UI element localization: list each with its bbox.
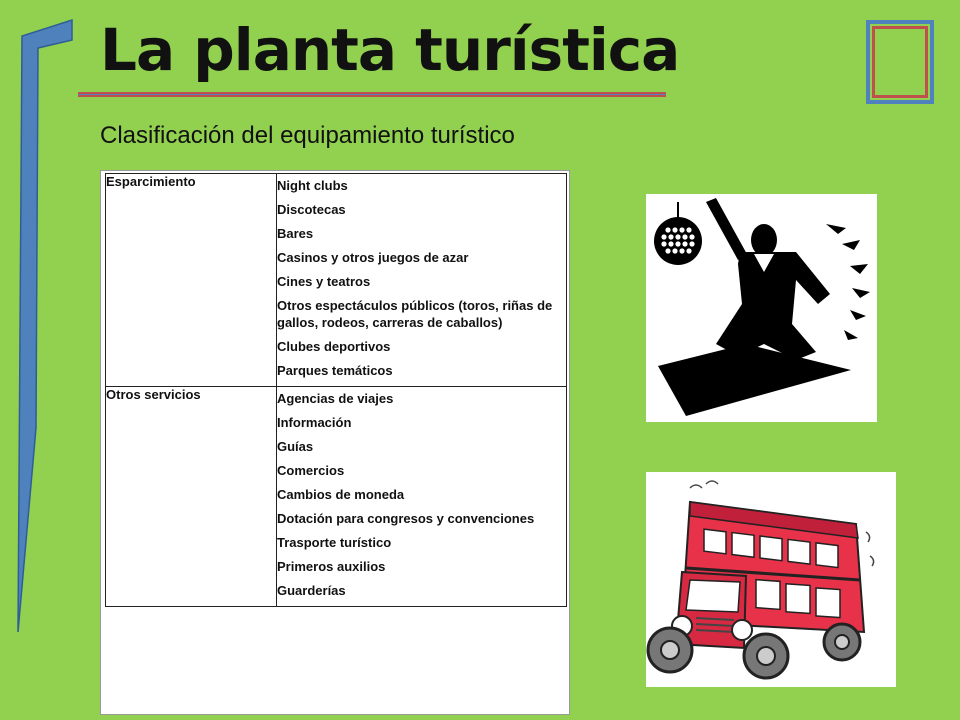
double-decker-bus-image [646, 472, 896, 687]
list-item: Dotación para congresos y convenciones [277, 511, 535, 526]
table-row [106, 387, 567, 607]
list-item: Parques temáticos [277, 363, 393, 378]
slide-title: La planta turística [100, 16, 680, 84]
category-cell: Esparcimiento [106, 174, 277, 387]
list-item: Cines y teatros [277, 274, 371, 289]
list-item: Comercios [277, 463, 345, 478]
list-item: Guarderías [277, 583, 346, 598]
items-cell [277, 174, 567, 387]
list-item: Clubes deportivos [277, 339, 391, 354]
list-item: Agencias de viajes [277, 391, 394, 406]
category-cell: Otros servicios [106, 387, 277, 607]
list-item: Casinos y otros juegos de azar [277, 250, 469, 265]
list-item: Bares [277, 226, 314, 241]
left-accent-bar [0, 0, 80, 640]
list-item: Discotecas [277, 202, 346, 217]
equipment-table [105, 173, 567, 607]
list-item: Guías [277, 439, 314, 454]
bus-icon [646, 472, 896, 687]
corner-placeholder-box [866, 20, 934, 104]
list-item: Trasporte turístico [277, 535, 392, 550]
list-item: Información [277, 415, 352, 430]
list-item: Night clubs [277, 178, 348, 193]
disco-dancer-icon [646, 194, 877, 422]
title-underline [78, 92, 666, 97]
list-item: Primeros auxilios [277, 559, 386, 574]
equipment-table-image [100, 170, 570, 715]
list-item: Cambios de moneda [277, 487, 405, 502]
list-item: Otros espectáculos públicos (toros, riñas de gallos, rodeos, carreras de caballos) [277, 298, 553, 330]
items-cell [277, 387, 567, 607]
slide-subtitle: Clasificación del equipamiento turístico [100, 122, 515, 149]
disco-dancer-image [646, 194, 877, 422]
table-row [106, 174, 567, 387]
